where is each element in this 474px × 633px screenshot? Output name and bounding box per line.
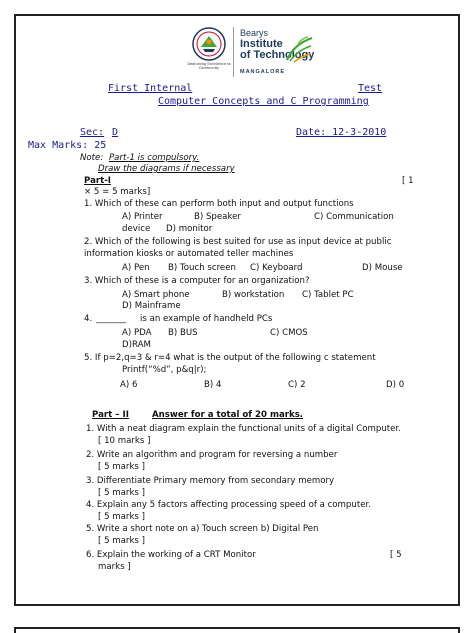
next-page-border-left bbox=[14, 627, 16, 633]
p2-q1-marks: [ 10 marks ] bbox=[98, 436, 151, 446]
logo-divider bbox=[233, 27, 234, 77]
q4-text: is an example of handheld PCs bbox=[140, 314, 273, 324]
page-border-right bbox=[458, 14, 460, 606]
p2-q2-text: 2. Write an algorithm and program for reversing a number bbox=[86, 450, 338, 460]
note-label: Note: bbox=[80, 153, 104, 163]
p2-q4-marks: [ 5 marks ] bbox=[98, 512, 145, 522]
part1-marks: × 5 = 5 marks] bbox=[84, 187, 151, 197]
q4-number: 4. bbox=[84, 314, 93, 324]
part1-title: Part-I bbox=[84, 176, 111, 186]
q4-option-c: C) CMOS bbox=[270, 328, 308, 338]
exam-date: Date: 12-3-2010 bbox=[296, 127, 387, 138]
q2-option-b: B) Touch screen bbox=[168, 263, 236, 273]
q3-option-d: D) Mainframe bbox=[122, 301, 181, 311]
note-diagrams: Draw the diagrams if necessary bbox=[98, 164, 235, 174]
q1-text: 1. Which of these can perform both input and output functions bbox=[84, 199, 354, 209]
q3-option-a: A) Smart phone bbox=[122, 290, 190, 300]
q3-option-b: B) workstation bbox=[222, 290, 285, 300]
next-page-border bbox=[14, 627, 460, 629]
p2-q3-text: 3. Differentiate Primary memory from secondary memory bbox=[86, 476, 335, 486]
q4-option-a: A) PDA bbox=[122, 328, 152, 338]
p2-q4-text: 4. Explain any 5 factors affecting processing speed of a computer. bbox=[86, 500, 371, 510]
exam-name: First Internal bbox=[108, 83, 193, 94]
q4-blank: _______ bbox=[96, 314, 127, 324]
q2-option-a: A) Pen bbox=[122, 263, 150, 273]
q2-option-d: D) Mouse bbox=[362, 263, 403, 273]
seal-caption: Dedicating Excellence to Community bbox=[187, 62, 231, 70]
q4-option-b: B) BUS bbox=[168, 328, 198, 338]
p2-q5-marks: [ 5 marks ] bbox=[98, 536, 145, 546]
p2-q6-text: 6. Explain the working of a CRT Monitor bbox=[86, 550, 256, 560]
p2-q5-text: 5. Write a short note on a) Touch screen b) Digital Pen bbox=[86, 524, 319, 534]
page-border-left bbox=[14, 14, 16, 606]
q4-option-d: D)RAM bbox=[122, 340, 151, 350]
leaf-emblem-icon bbox=[284, 34, 314, 64]
max-marks: Max Marks: 25 bbox=[28, 140, 107, 151]
q1-option-d: D) monitor bbox=[166, 224, 213, 234]
brand-line-1: Bearys bbox=[240, 28, 269, 38]
brand-line-3: of Technology bbox=[240, 49, 315, 61]
q1-option-a: A) Printer bbox=[122, 212, 163, 222]
q3-text: 3. Which of these is a computer for an organization? bbox=[84, 276, 310, 286]
part2-title: Part – II bbox=[92, 410, 129, 420]
q2-text-line2: information kiosks or automated teller machines bbox=[84, 249, 294, 259]
page-border-bottom bbox=[14, 604, 460, 606]
section-label: Sec: bbox=[80, 127, 105, 138]
college-seal-logo bbox=[192, 27, 226, 61]
q1-option-c-cont: device bbox=[122, 224, 151, 234]
q1-option-c: C) Communication bbox=[314, 212, 394, 222]
p2-q1-text: 1. With a neat diagram explain the functional units of a digital Computer. bbox=[86, 424, 401, 434]
q5-option-a: A) 6 bbox=[120, 380, 138, 390]
subject-title: Computer Concepts and C Programming bbox=[158, 96, 369, 107]
page-border-top bbox=[14, 14, 460, 16]
q5-option-d: D) 0 bbox=[386, 380, 405, 390]
q2-text-line1: 2. Which of the following is best suited for use as input device at public bbox=[84, 237, 392, 247]
q5-code: Printf(“%d”, p&q|r); bbox=[122, 365, 207, 375]
part1-marks-open: [ 1 bbox=[402, 176, 414, 186]
q5-text: 5. If p=2,q=3 & r=4 what is the output of the following c statement bbox=[84, 353, 376, 363]
q5-option-c: C) 2 bbox=[288, 380, 306, 390]
note-text: Part-1 is compulsory. bbox=[109, 153, 200, 163]
q1-option-b: B) Speaker bbox=[194, 212, 241, 222]
p2-q6-marks: marks ] bbox=[98, 562, 131, 572]
q3-option-c: C) Tablet PC bbox=[302, 290, 354, 300]
p2-q2-marks: [ 5 marks ] bbox=[98, 462, 145, 472]
section-value: D bbox=[112, 127, 119, 138]
brand-line-2: Institute bbox=[240, 38, 283, 50]
q2-option-c: C) Keyboard bbox=[250, 263, 303, 273]
part2-instruction: Answer for a total of 20 marks. bbox=[152, 410, 304, 420]
exam-type: Test bbox=[358, 83, 383, 94]
next-page-border-right bbox=[458, 627, 460, 633]
p2-q3-marks: [ 5 marks ] bbox=[98, 488, 145, 498]
q5-option-b: B) 4 bbox=[204, 380, 222, 390]
p2-q6-marks-open: [ 5 bbox=[390, 550, 402, 560]
college-city: MANGALORE bbox=[240, 69, 286, 75]
